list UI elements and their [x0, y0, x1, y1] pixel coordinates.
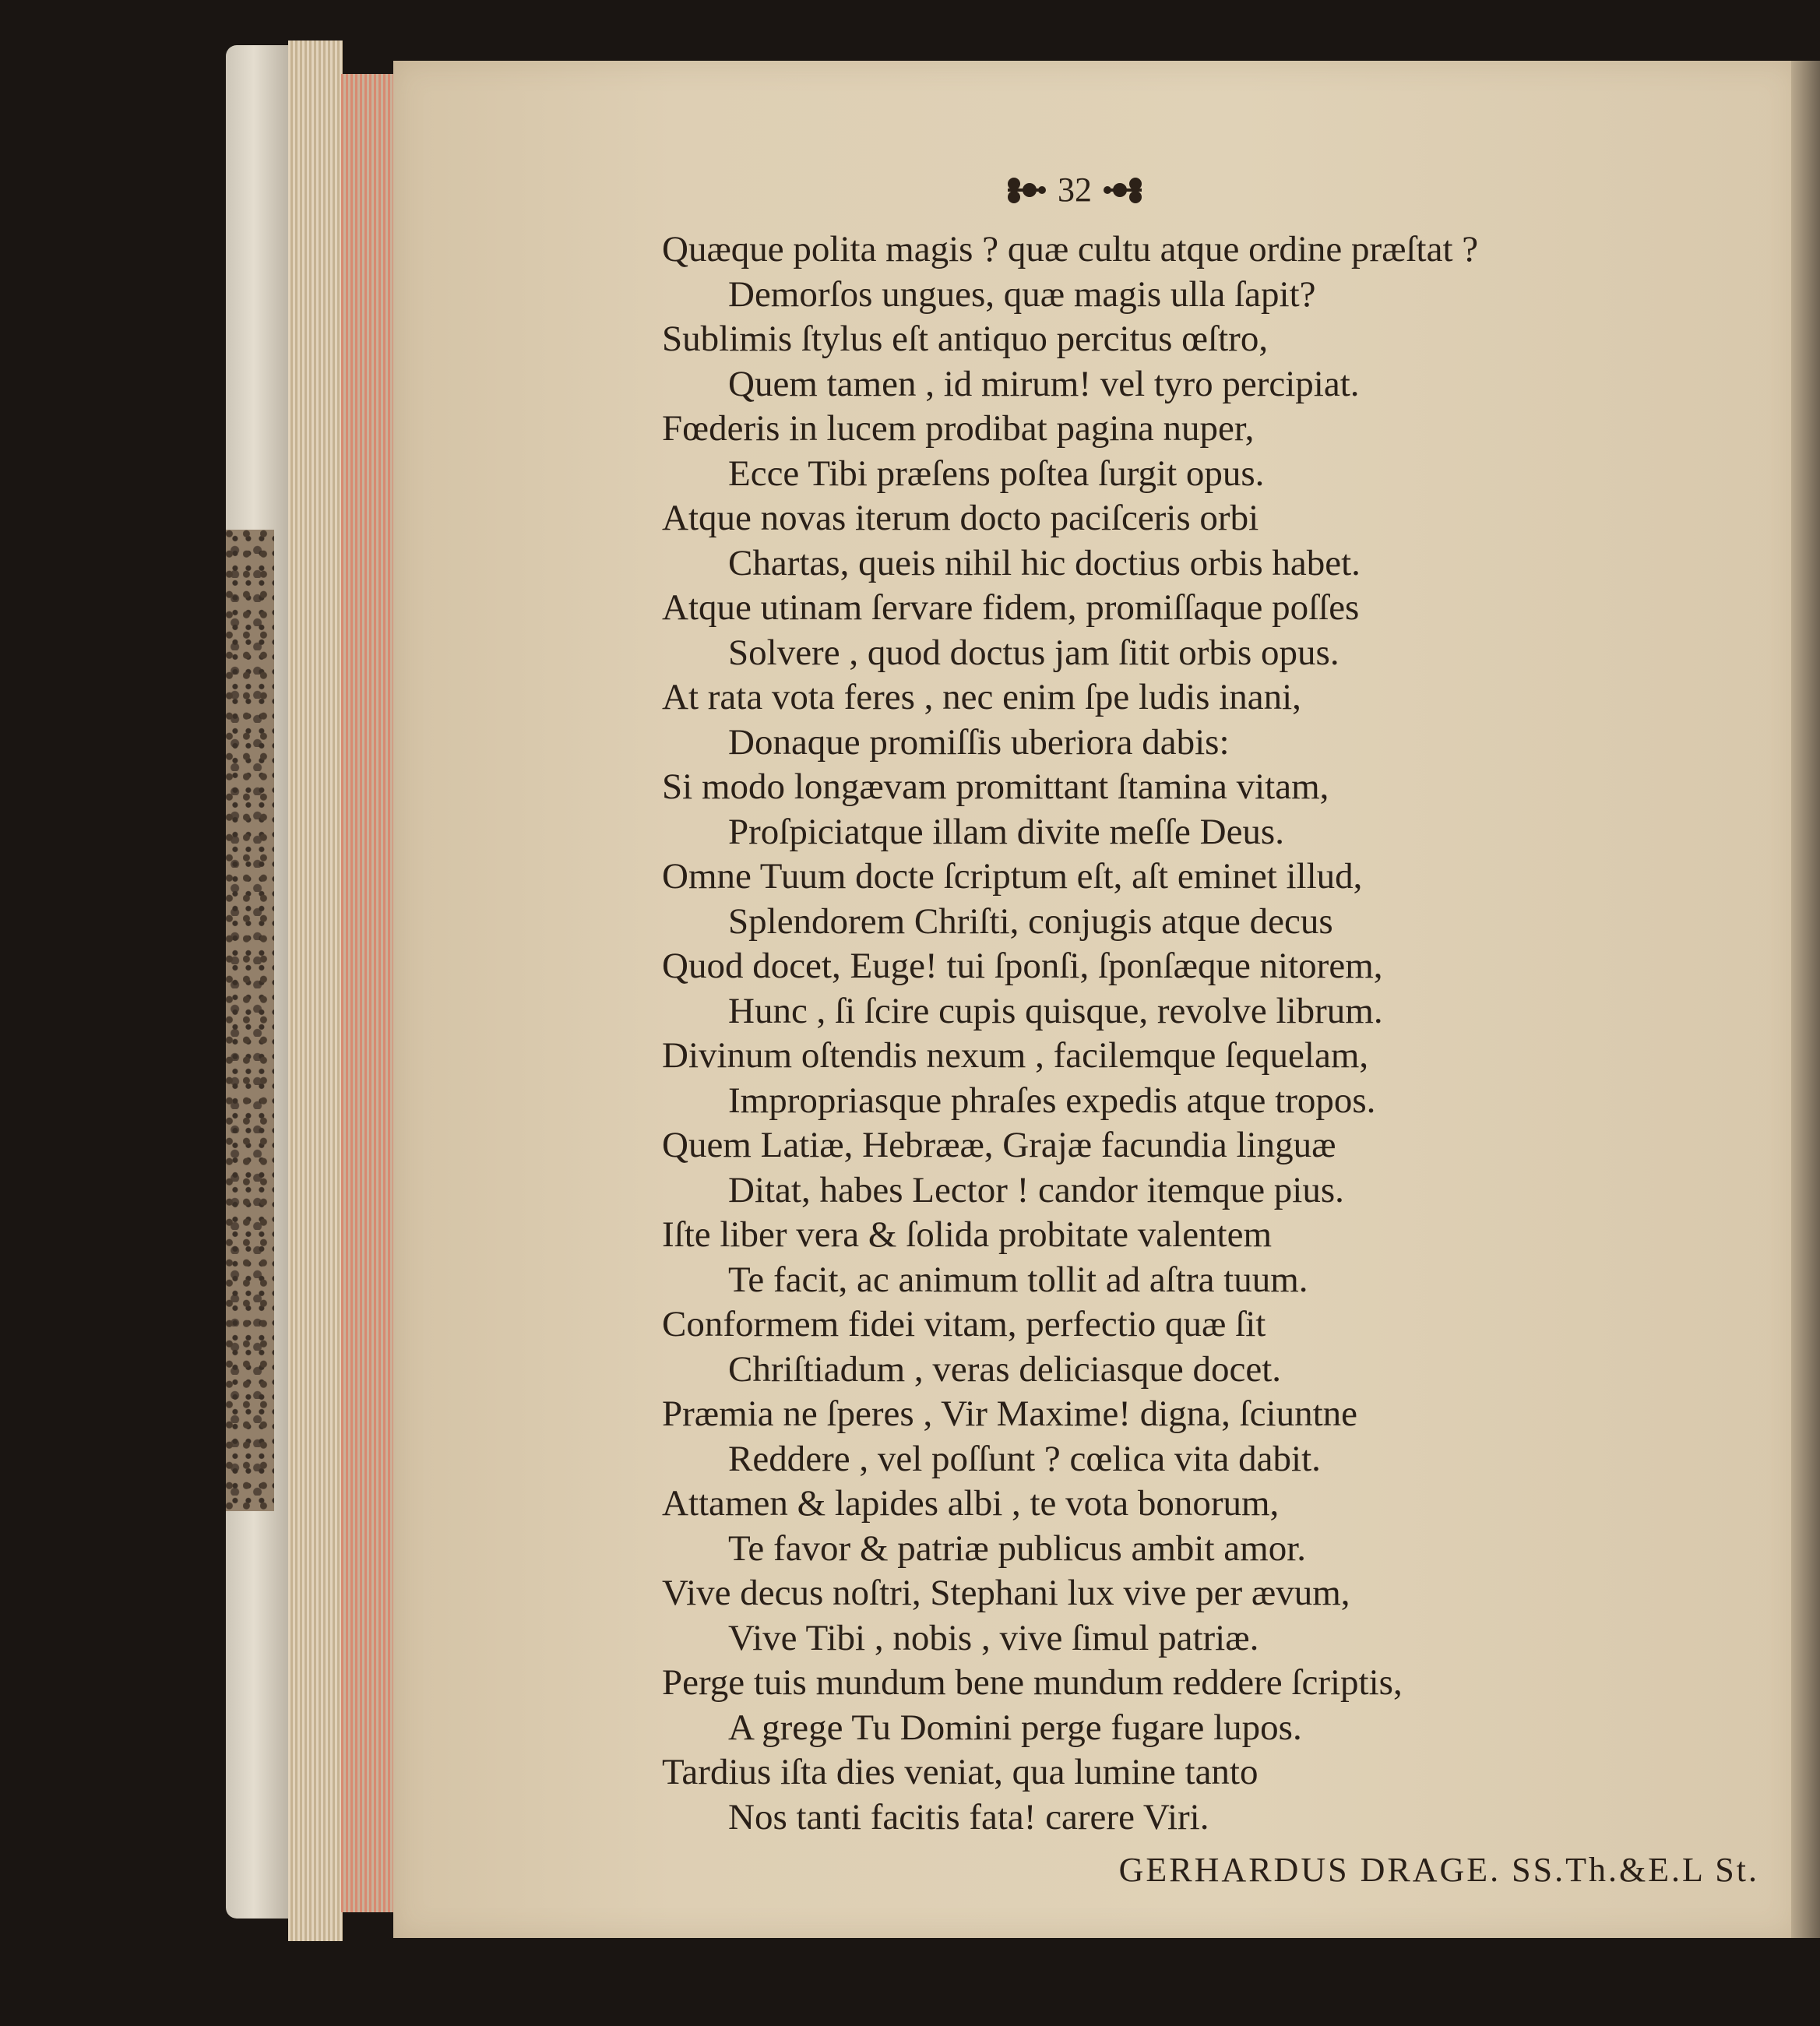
verse-line: Nos tanti facitis fata! carere Viri. [728, 1796, 1209, 1837]
verse-line: Quæque polita magis ? quæ cultu atque ordine præſtat ? [662, 229, 1479, 270]
running-head [1005, 170, 1145, 210]
verse-line: Præmia ne ſperes , Vir Maxime! digna, ſciuntne [662, 1394, 1358, 1434]
verse-line: Ditat, habes Lector ! candor itemque pius. [728, 1169, 1344, 1210]
verse-line: Atque utinam ſervare fidem, promiſſaque poſſes [662, 587, 1360, 628]
verse-line: Divinum oſtendis nexum , facilemque ſequelam, [662, 1035, 1369, 1076]
verse-line: Hunc , ſi ſcire cupis quisque, revolve librum. [728, 990, 1383, 1031]
verse-line: Attamen & lapides albi , te vota bonorum, [662, 1483, 1280, 1524]
fleuron-left-icon [1005, 174, 1048, 206]
poem-text [662, 227, 1674, 1840]
verse-line: Iſte liber vera & ſolida probitate valentem [662, 1214, 1273, 1255]
verse-line: Sublimis ſtylus eſt antiquo percitus œſtro, [662, 319, 1269, 359]
page-number: 32 [1058, 171, 1092, 209]
verse-line: Te favor & patriæ publicus ambit amor. [728, 1527, 1307, 1569]
verse-line: Conformem fidei vitam, perfectio quæ ſit [662, 1304, 1266, 1344]
verse-line: At rata vota feres , nec enim ſpe ludis inani, [662, 677, 1301, 717]
verse-line: Ecce Tibi præſens poſtea ſurgit opus. [728, 453, 1265, 494]
author-signature: GERHARDUS DRAGE. SS.Th.&E.L St. [1118, 1851, 1759, 1889]
verse-line: Omne Tuum docte ſcriptum eſt, aſt eminet illud, [662, 856, 1363, 897]
verse-line: Reddere , vel poſſunt ? cœlica vita dabit. [728, 1438, 1321, 1479]
page-gutter-shadow [1791, 61, 1820, 1938]
verse-line: Demorſos ungues, quæ magis ulla ſapit? [728, 273, 1316, 315]
verse-line: Fœderis in lucem prodibat pagina nuper, [662, 408, 1255, 449]
verse-line: Vive Tibi , nobis , vive ſimul patriæ. [728, 1617, 1259, 1658]
verse-line: Vive decus noſtri, Stephani lux vive per ævum, [662, 1573, 1350, 1613]
red-sprinkled-edge [341, 74, 396, 1912]
verse-line: Si modo longævam promittant ſtamina vitam, [662, 766, 1329, 807]
verse-line: Quem tamen , id mirum! vel tyro percipiat. [728, 363, 1360, 404]
verse-line: A grege Tu Domini perge fugare lupos. [728, 1707, 1302, 1748]
verse-line: Donaque promiſſis uberiora dabis: [728, 721, 1230, 763]
verse-line: Tardius iſta dies veniat, qua lumine tanto [662, 1752, 1259, 1792]
verse-line: Quod docet, Euge! tui ſponſi, ſponſæque nitorem, [662, 946, 1383, 986]
verse-line: Solvere , quod doctus jam ſitit orbis opus. [728, 632, 1339, 673]
verse-line: Chriſtiadum , veras deliciasque docet. [728, 1348, 1282, 1390]
verse-line: Te facit, ac animum tollit ad aſtra tuum. [728, 1259, 1308, 1300]
fleuron-right-icon [1101, 174, 1145, 206]
verse-line: Proſpiciatque illam divite meſſe Deus. [728, 811, 1284, 852]
verse-line: Splendorem Chriſti, conjugis atque decus [728, 900, 1333, 942]
verse-line: Impropriasque phraſes expedis atque tropos. [728, 1080, 1376, 1121]
verse-line: Perge tuis mundum bene mundum reddere ſcriptis, [662, 1662, 1403, 1703]
page-edges [288, 41, 343, 1941]
verse-line: Quem Latiæ, Hebrææ, Grajæ facundia linguæ [662, 1125, 1336, 1165]
verse-line: Atque novas iterum docto paciſceris orbi [662, 498, 1259, 538]
leather-binding-patch [226, 530, 274, 1511]
verse-line: Chartas, queis nihil hic doctius orbis habet. [728, 542, 1361, 583]
